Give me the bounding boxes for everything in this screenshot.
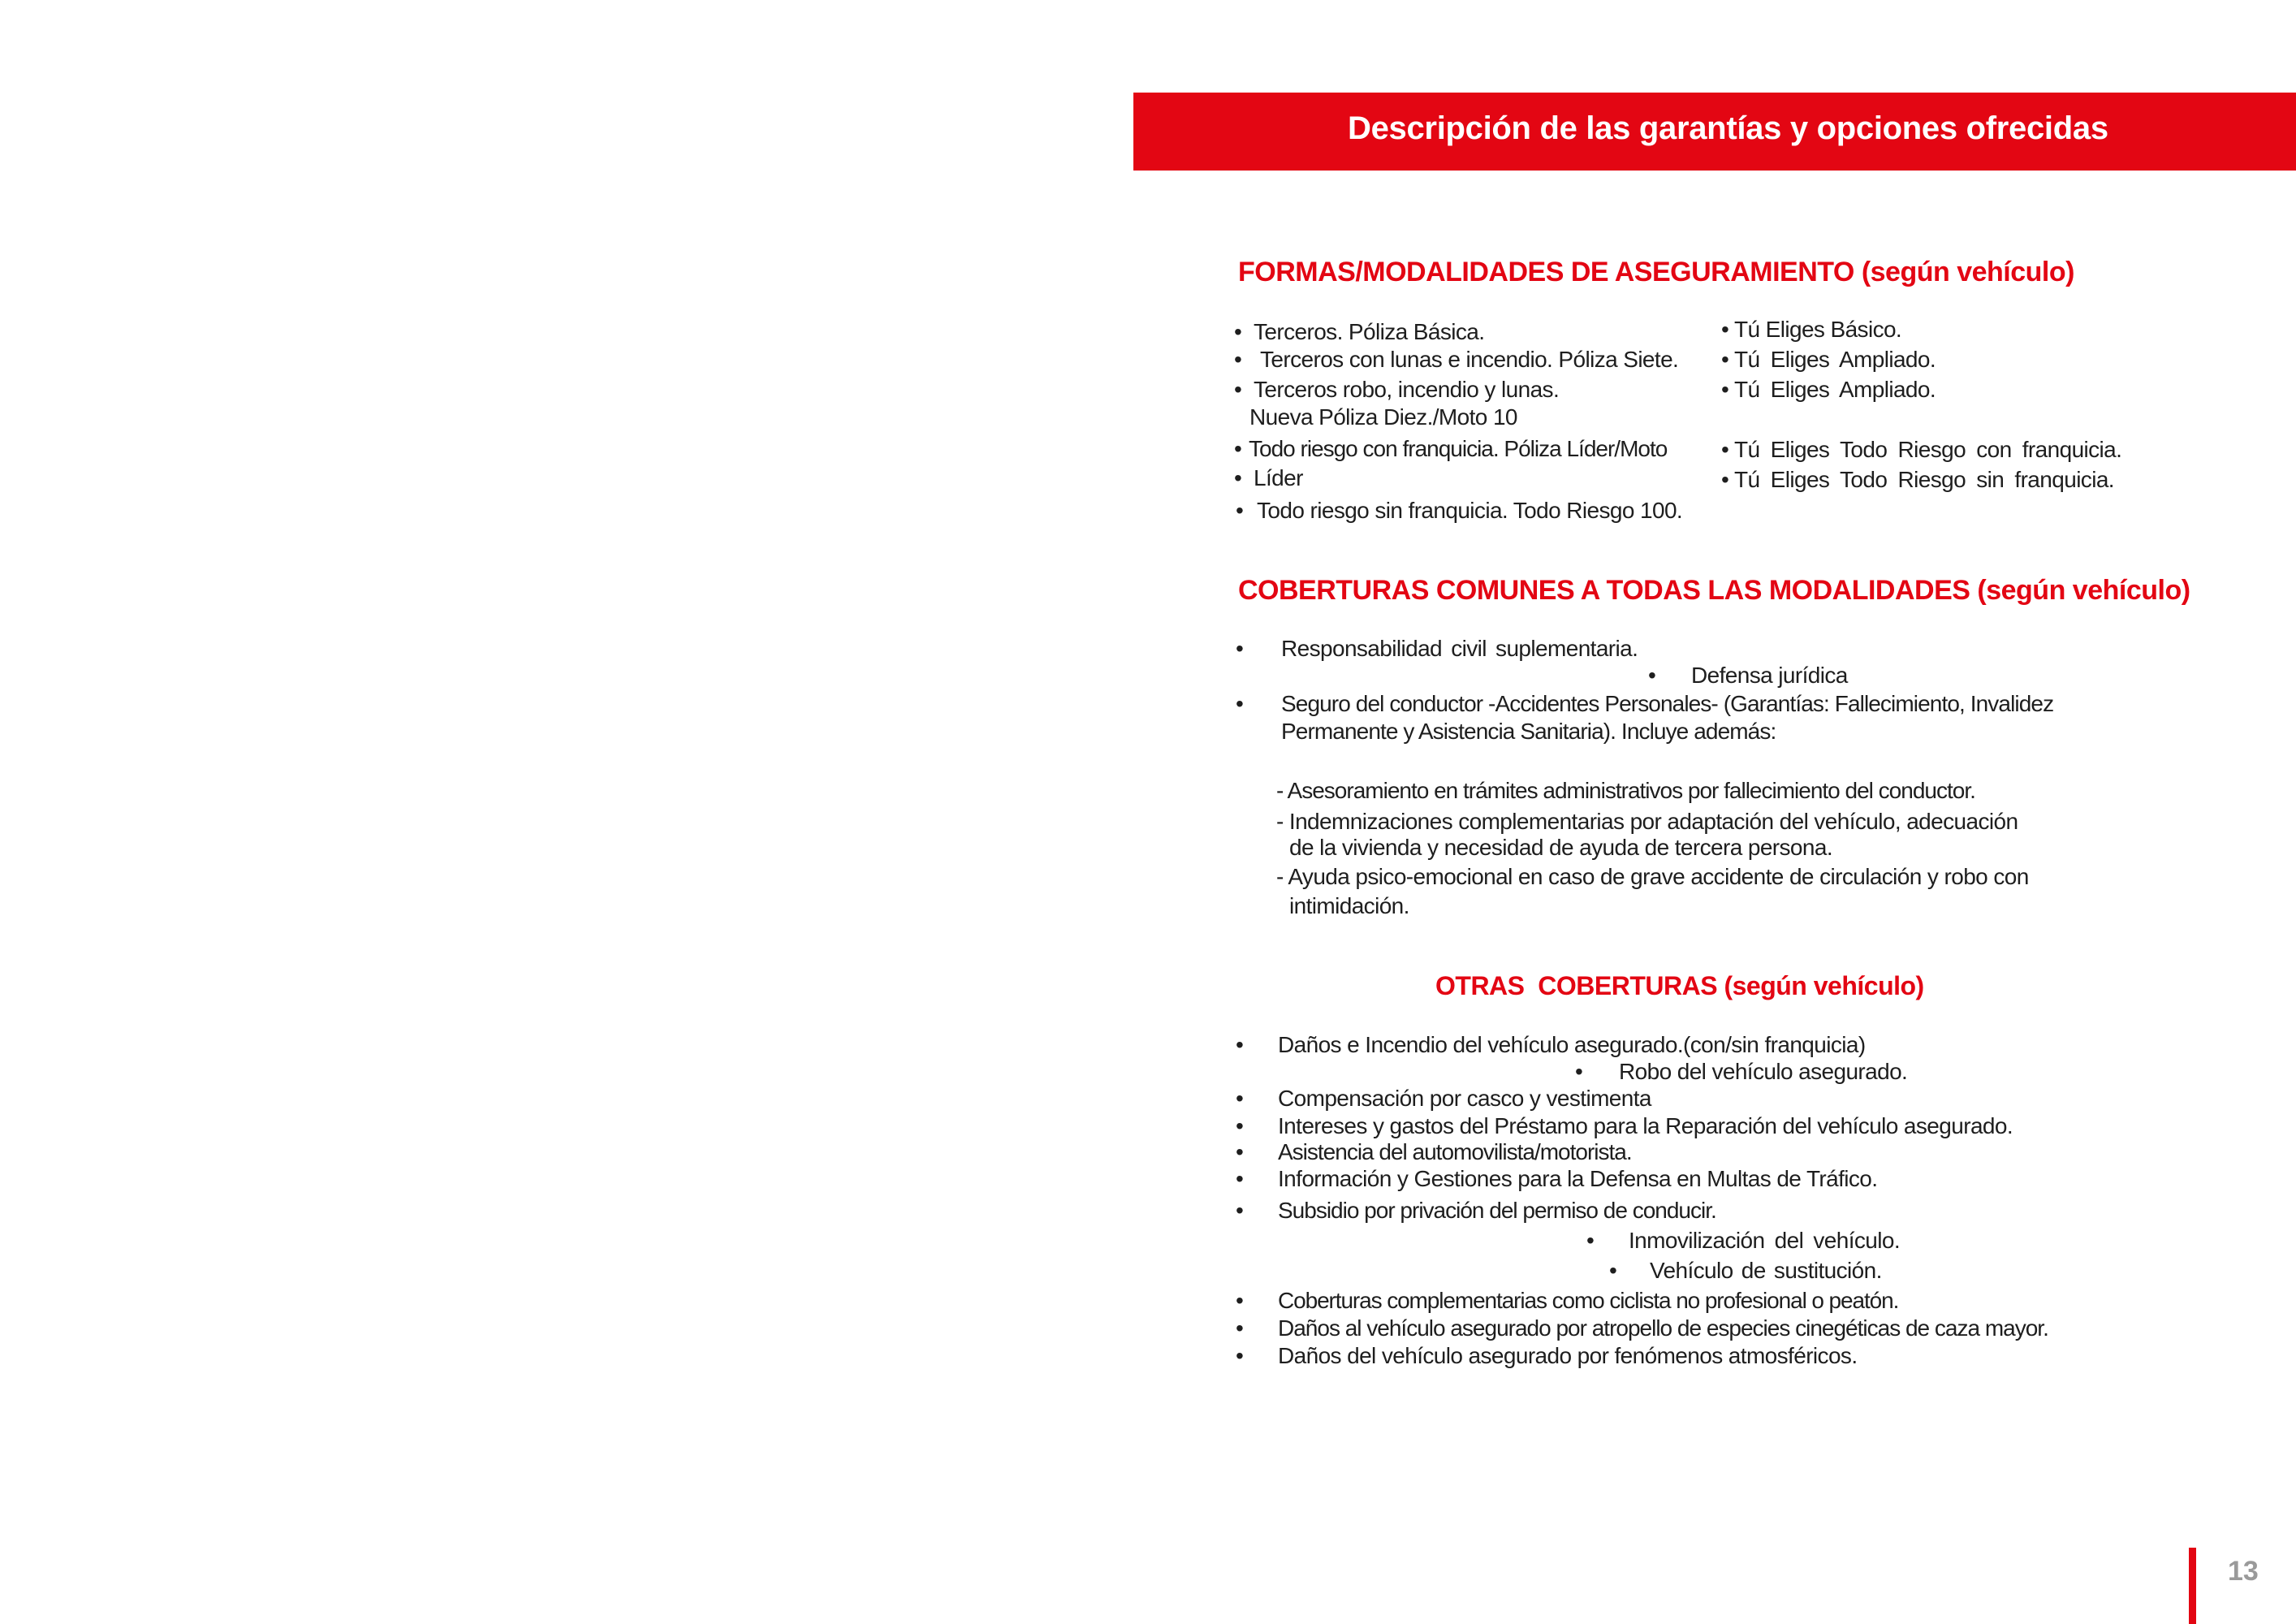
otras-item: Coberturas complementarias como ciclista no profesional o peatón.	[1278, 1288, 1899, 1313]
formas-left-item: Nueva Póliza Diez./Moto 10	[1249, 404, 1517, 430]
formas-left-item: Todo riesgo con franquicia. Póliza Líder/Moto	[1249, 436, 1668, 461]
bullet-dot: •	[1236, 1166, 1244, 1191]
header-banner	[1133, 93, 2296, 171]
bullet-dot: •	[1236, 1139, 1244, 1164]
formas-left-item: Líder	[1254, 465, 1303, 490]
bullet-dot: •	[1236, 1315, 1244, 1341]
section-heading-formas	[1238, 257, 2074, 288]
otras-item: Asistencia del automovilista/motorista.	[1278, 1139, 1632, 1164]
bullet-dot: •	[1721, 377, 1729, 402]
bullet-dot: •	[1236, 1343, 1244, 1368]
bullet-dot: •	[1586, 1228, 1595, 1253]
comunes-item: Seguro del conductor -Accidentes Personales- (Garantías: Fallecimiento, Invalidez	[1281, 691, 2054, 716]
comunes-item: Permanente y Asistencia Sanitaria). Incluye además:	[1281, 719, 1776, 744]
otras-item: Subsidio por privación del permiso de conducir.	[1278, 1198, 1716, 1223]
bullet-dot: •	[1234, 436, 1242, 461]
section-heading-formas-tail: (según vehículo)	[1861, 257, 2074, 287]
bullet-dot: •	[1234, 465, 1242, 490]
otras-item: Información y Gestiones para la Defensa en Multas de Tráfico.	[1278, 1166, 1878, 1191]
comunes-subitem: intimidación.	[1289, 893, 1409, 918]
formas-right-item: Tú Eliges Todo Riesgo sin franquicia.	[1734, 467, 2114, 492]
bullet-dot: •	[1236, 636, 1244, 661]
page-number: 13	[2228, 1556, 2259, 1587]
page-number-bar	[2189, 1548, 2196, 1624]
bullet-dot: •	[1721, 317, 1729, 342]
otras-item: Daños al vehículo asegurado por atropello de especies cinegéticas de caza mayor.	[1278, 1315, 2048, 1341]
section-heading-comunes-caps: COBERTURAS COMUNES A TODAS LAS MODALIDADES	[1238, 575, 1970, 606]
bullet-dot: •	[1236, 1113, 1244, 1138]
bullet-dot: •	[1236, 1032, 1244, 1057]
comunes-item: Defensa jurídica	[1691, 663, 1848, 688]
otras-item: Intereses y gastos del Préstamo para la Reparación del vehículo asegurado.	[1278, 1113, 2013, 1138]
formas-left-item: Terceros con lunas e incendio. Póliza Siete.	[1260, 347, 1679, 372]
bullet-dot: •	[1236, 691, 1244, 716]
bullet-dot: •	[1234, 377, 1242, 402]
formas-left-item: Todo riesgo sin franquicia. Todo Riesgo 100.	[1257, 498, 1683, 523]
bullet-dot: •	[1234, 347, 1242, 372]
formas-right-item: Tú Eliges Todo Riesgo con franquicia.	[1734, 437, 2122, 462]
section-heading-comunes-tail: (según vehículo)	[1977, 575, 2190, 606]
section-heading-otras-tail: (según vehículo)	[1724, 971, 1924, 1000]
section-heading-formas-caps: FORMAS/MODALIDADES DE ASEGURAMIENTO	[1238, 257, 1854, 287]
section-heading-otras-caps: OTRAS COBERTURAS	[1435, 971, 1718, 1000]
bullet-dot: •	[1236, 498, 1244, 523]
bullet-dot: •	[1609, 1258, 1617, 1283]
comunes-subitem: - Ayuda psico-emocional en caso de grave accidente de circulación y robo con	[1276, 864, 2029, 889]
comunes-subitem: - Asesoramiento en trámites administrativos por fallecimiento del conductor.	[1276, 778, 1975, 803]
otras-item: Compensación por casco y vestimenta	[1278, 1086, 1651, 1111]
bullet-dot: •	[1236, 1198, 1244, 1223]
bullet-dot: •	[1236, 1288, 1244, 1313]
bullet-dot: •	[1721, 347, 1729, 372]
formas-right-item: Tú Eliges Ampliado.	[1734, 347, 1936, 372]
bullet-dot: •	[1648, 663, 1656, 688]
bullet-dot: •	[1721, 437, 1729, 462]
otras-item: Daños del vehículo asegurado por fenómenos atmosféricos.	[1278, 1343, 1858, 1368]
comunes-subitem: - Indemnizaciones complementarias por adaptación del vehículo, adecuación	[1276, 809, 2018, 834]
comunes-subitem: de la vivienda y necesidad de ayuda de tercera persona.	[1289, 835, 1833, 860]
bullet-dot: •	[1575, 1059, 1583, 1084]
formas-left-item: Terceros robo, incendio y lunas.	[1254, 377, 1560, 402]
otras-item: Robo del vehículo asegurado.	[1619, 1059, 1908, 1084]
section-heading-otras	[1435, 971, 1924, 1001]
section-heading-comunes	[1238, 575, 2190, 607]
formas-left-item: Terceros. Póliza Básica.	[1254, 319, 1485, 344]
bullet-dot: •	[1234, 319, 1242, 344]
page-title: Descripción de las garantías y opciones ofrecidas	[1348, 110, 2108, 146]
otras-item: Daños e Incendio del vehículo asegurado.(con/sin franquicia)	[1278, 1032, 1866, 1057]
bullet-dot: •	[1236, 1086, 1244, 1111]
otras-item: Inmovilización del vehículo.	[1629, 1228, 1901, 1253]
comunes-item: Responsabilidad civil suplementaria.	[1281, 636, 1638, 661]
bullet-dot: •	[1721, 467, 1729, 492]
otras-item: Vehículo de sustitución.	[1650, 1258, 1882, 1283]
formas-right-item: Tú Eliges Ampliado.	[1734, 377, 1936, 402]
formas-right-item: Tú Eliges Básico.	[1734, 317, 1902, 342]
